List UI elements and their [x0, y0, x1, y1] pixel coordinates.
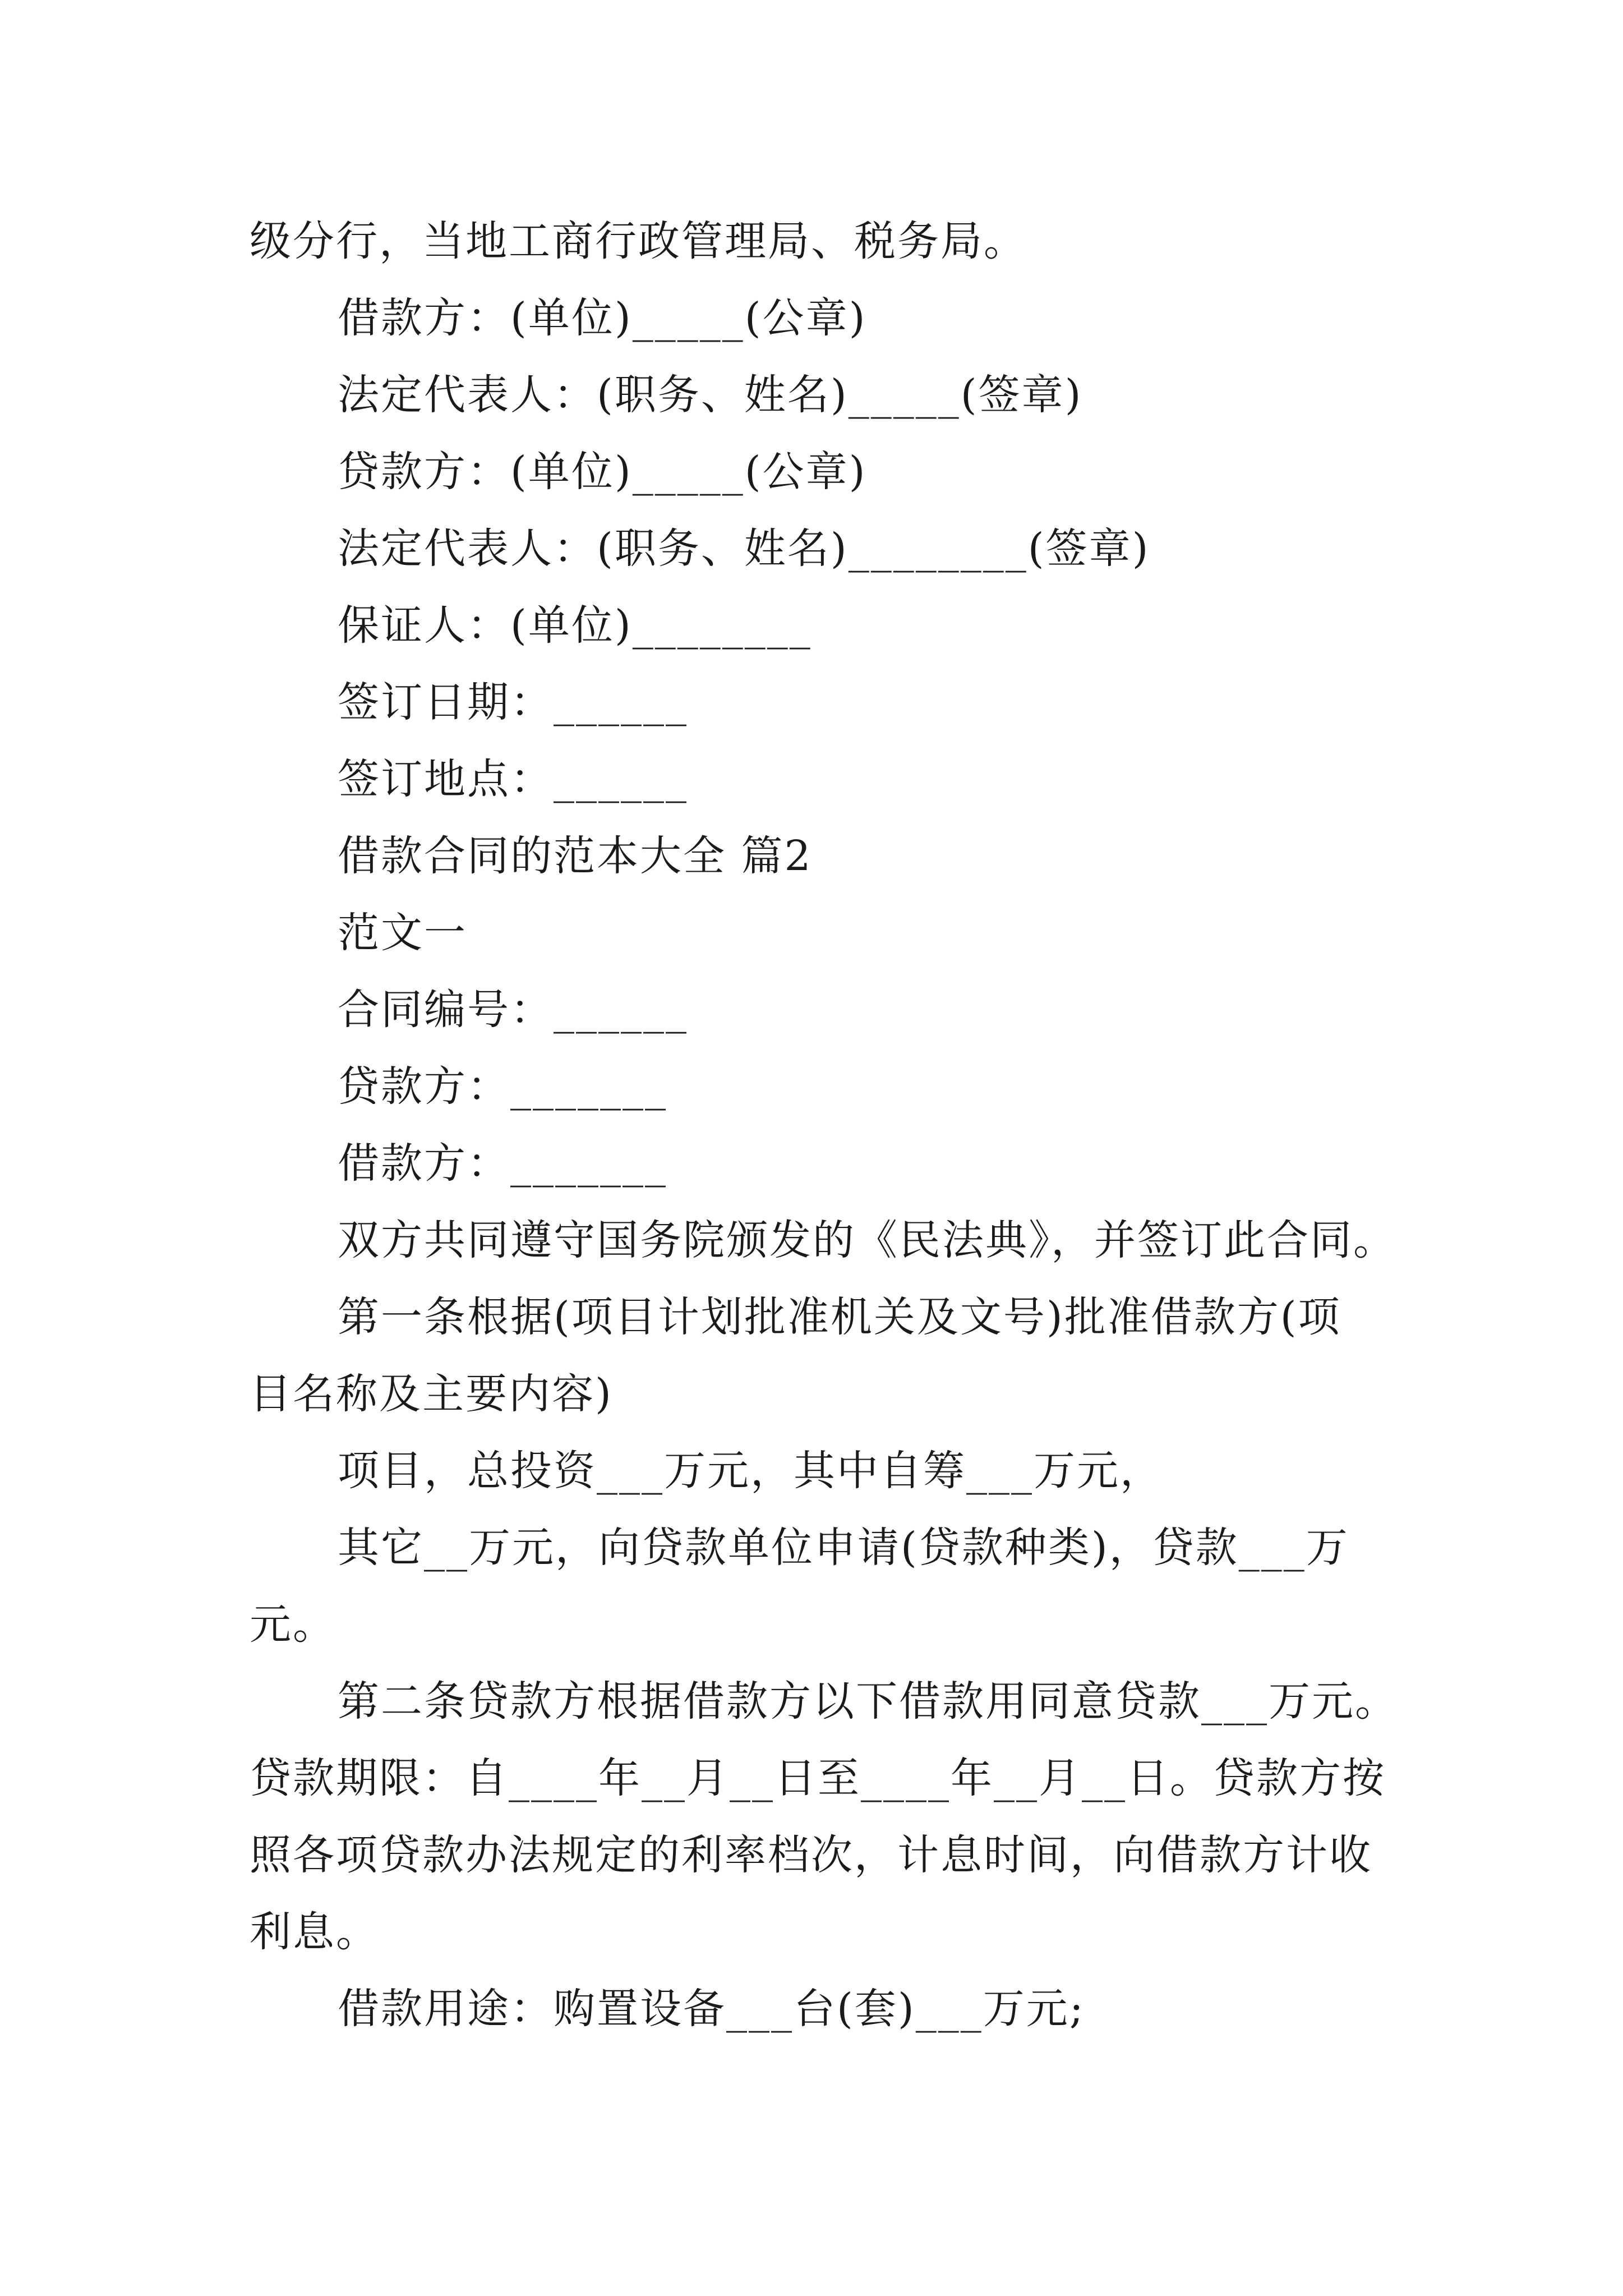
guarantor-line: 保证人：(单位)________: [338, 601, 812, 650]
article-1-line-3: 项目，总投资___万元，其中自筹___万元，: [338, 1447, 1163, 1495]
article-1-line-2: 目名称及主要内容): [250, 1370, 613, 1418]
lender-legal-rep-line: 法定代表人：(职务、姓名)________(签章): [338, 524, 1150, 573]
lender-line: 贷款方：_______: [338, 1062, 667, 1111]
borrower-signature-line: 借款方：(单位)_____(公章): [338, 294, 867, 342]
signing-place-line: 签订地点：______: [338, 755, 688, 803]
article-2-line-4: 利息。: [250, 1908, 379, 1956]
article-1-line-5: 元。: [250, 1600, 336, 1649]
article-2-line-1: 第二条贷款方根据借款方以下借款用同意贷款___万元。: [338, 1677, 1398, 1726]
preamble-line: 双方共同遵守国务院颁发的《民法典》，并签订此合同。: [338, 1216, 1396, 1264]
borrower-legal-rep-line: 法定代表人：(职务、姓名)_____(签章): [338, 371, 1083, 419]
lender-signature-line: 贷款方：(单位)_____(公章): [338, 448, 867, 496]
sample-title: 范文一: [338, 909, 467, 957]
section-heading: 借款合同的范本大全 篇2: [338, 832, 813, 880]
article-1-line-1: 第一条根据(项目计划批准机关及文号)批准借款方(项: [338, 1293, 1341, 1341]
loan-purpose-line: 借款用途：购置设备___台(套)___万元;: [338, 1985, 1085, 2033]
closing-recipients-line: 级分行，当地工商行政管理局、税务局。: [250, 217, 1027, 265]
contract-number-line: 合同编号：______: [338, 986, 688, 1034]
article-1-line-4: 其它__万元，向贷款单位申请(贷款种类)，贷款___万: [338, 1524, 1349, 1572]
signing-date-line: 签订日期：______: [338, 678, 688, 726]
article-2-line-2: 贷款期限：自____年__月__日至____年__月__日。贷款方按: [250, 1754, 1386, 1802]
borrower-line: 借款方：_______: [338, 1139, 667, 1188]
article-2-line-3: 照各项贷款办法规定的利率档次，计息时间，向借款方计收: [250, 1831, 1372, 1879]
